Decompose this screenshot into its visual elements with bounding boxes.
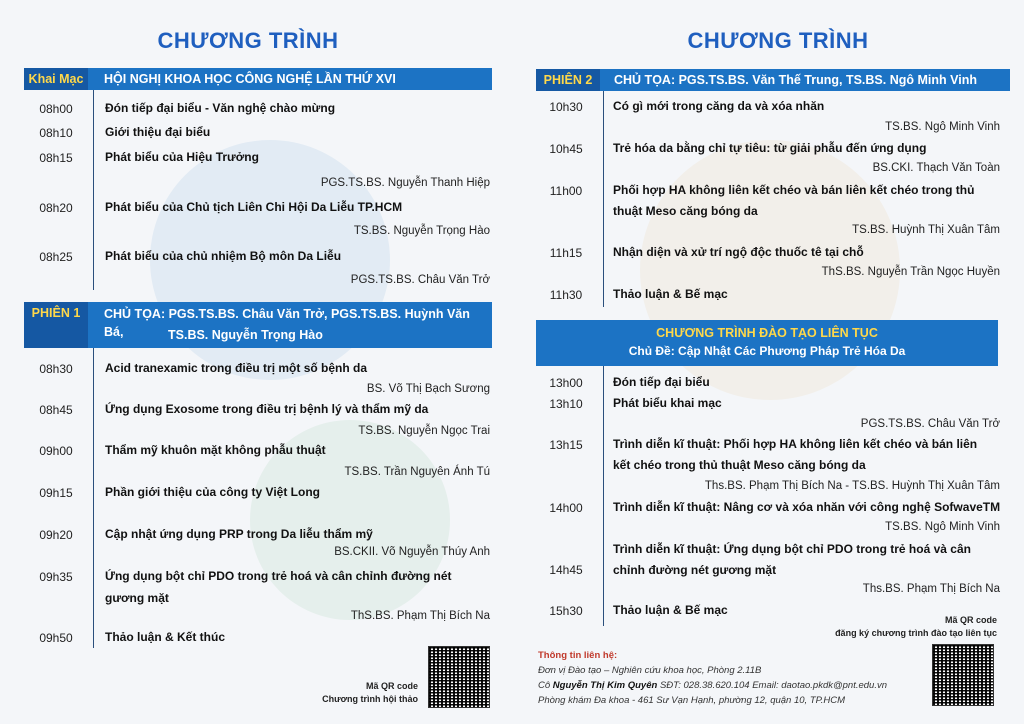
item-time: 15h30 [549, 604, 583, 618]
session2-header [536, 69, 1010, 91]
item-time: 14h00 [549, 501, 583, 515]
item-time: 09h00 [39, 444, 73, 458]
item-title: Phát biểu của chủ nhiệm Bộ môn Da Liễu [105, 249, 342, 263]
item-title: Phát biểu của Chủ tịch Liên Chi Hội Da Liễu TP.HCM [105, 200, 403, 214]
qr-caption [300, 680, 418, 706]
qr-code-icon[interactable] [428, 646, 490, 708]
item-time: 11h15 [549, 246, 583, 260]
session1-header [24, 302, 492, 348]
item-title: Trình diễn kĩ thuật: Ứng dụng bột chỉ PDO trong trẻ hoá và cân [613, 542, 971, 556]
item-speaker: PGS.TS.BS. Châu Văn Trở [860, 418, 1000, 430]
item-speaker: PGS.TS.BS. Châu Văn Trở [350, 274, 490, 286]
item-title-cont: thuật Meso căng bóng da [613, 204, 758, 218]
contact-line1: Đơn vị Đào tạo – Nghiên cứu khoa học, Phòng 2.11B [538, 665, 762, 676]
item-title: Phối hợp HA không liên kết chéo và bán liên kết chéo trong thủ [613, 183, 975, 197]
contact-label: Thông tin liên hệ: [538, 650, 618, 661]
item-title-cont: chỉnh đường nét gương mặt [613, 563, 777, 577]
item-title: Phần giới thiệu của công ty Việt Long [105, 485, 320, 499]
item-time: 14h45 [549, 563, 583, 577]
item-time: 13h10 [549, 397, 583, 411]
item-speaker: TS.BS. Huỳnh Thị Xuân Tâm [852, 224, 1000, 236]
item-title: Thảo luận & Bế mạc [613, 287, 728, 301]
item-time: 09h15 [39, 486, 73, 500]
item-speaker: TS.BS. Ngô Minh Vinh [885, 521, 1000, 533]
opening-heading: HỘI NGHỊ KHOA HỌC CÔNG NGHỆ LẦN THỨ XVI [104, 72, 396, 86]
qr-caption-line2: Chương trình hội thảo [322, 694, 418, 704]
item-time: 11h30 [549, 288, 583, 302]
item-title: Thảo luận & Bế mạc [613, 603, 728, 617]
item-time: 08h25 [39, 250, 73, 264]
session1-heading-line2: TS.BS. Nguyễn Trọng Hào [168, 328, 323, 342]
page-title: CHƯƠNG TRÌNH [157, 28, 339, 53]
item-time: 08h15 [39, 151, 73, 165]
qr-caption-line2: đăng ký chương trình đào tạo liên tục [835, 628, 997, 638]
item-time: 08h20 [39, 201, 73, 215]
item-time: 09h50 [39, 631, 73, 645]
contact-prefix: Cô [538, 680, 551, 691]
item-time: 13h00 [549, 376, 583, 390]
cme-subheading: Chủ Đề: Cập Nhật Các Phương Pháp Trẻ Hóa Da [628, 344, 906, 358]
item-time: 10h45 [549, 142, 583, 156]
item-time: 11h00 [549, 184, 583, 198]
item-speaker: BS.CKII. Võ Nguyễn Thúy Anh [334, 546, 490, 558]
cme-header [536, 320, 998, 366]
item-title: Trình diễn kĩ thuật: Nâng cơ và xóa nhăn với công nghệ SofwaveTM [613, 500, 1001, 514]
item-title-cont: kết chéo trong thủ thuật Meso căng bóng da [613, 458, 866, 472]
item-title: Ứng dụng Exosome trong điều trị bệnh lý và thẩm mỹ da [105, 402, 429, 416]
qr-caption-line1: Mã QR code [365, 681, 418, 691]
item-speaker: Ths.BS. Phạm Thị Bích Na - TS.BS. Huỳnh Thị Xuân Tâm [704, 480, 1000, 492]
item-title: Thảo luận & Kết thúc [105, 630, 225, 644]
item-time: 09h20 [39, 528, 73, 542]
item-speaker: ThS.BS. Nguyễn Trần Ngọc Huyền [821, 266, 1000, 278]
divider [93, 90, 94, 290]
item-speaker: BS. Võ Thị Bạch Sương [366, 383, 490, 395]
contact-line3: Phòng khám Đa khoa - 461 Sư Vạn Hạnh, phường 12, quận 10, TP.HCM [538, 695, 846, 706]
session2-heading: CHỦ TỌA: PGS.TS.BS. Văn Thế Trung, TS.BS. Ngô Minh Vinh [614, 73, 977, 87]
item-speaker: TS.BS. Trần Nguyên Ánh Tú [344, 466, 490, 478]
item-speaker: ThS.BS. Phạm Thị Bích Na [350, 610, 490, 622]
item-speaker: TS.BS. Nguyễn Ngọc Trai [358, 425, 490, 437]
item-title: Trình diễn kĩ thuật: Phối hợp HA không liên kết chéo và bán liên [613, 437, 978, 451]
item-speaker: TS.BS. Ngô Minh Vinh [885, 121, 1000, 133]
item-title: Acid tranexamic trong điều trị một số bệnh da [105, 361, 368, 375]
session1-tag: PHIÊN 1 [24, 302, 88, 348]
item-title: Nhận diện và xử trí ngộ độc thuốc tê tại chỗ [613, 245, 864, 259]
item-title: Phát biểu của Hiệu Trưởng [105, 150, 259, 164]
item-time: 08h00 [39, 102, 73, 116]
opening-tag: Khai Mạc [24, 68, 88, 90]
contact-name: Nguyễn Thị Kim Quyên [552, 680, 658, 691]
item-title: Cập nhật ứng dụng PRP trong Da liễu thẩm mỹ [105, 527, 373, 541]
item-time: 08h30 [39, 362, 73, 376]
item-title: Ứng dụng bột chỉ PDO trong trẻ hoá và cân chỉnh đường nét [105, 569, 452, 583]
item-speaker: TS.BS. Nguyễn Trọng Hào [353, 225, 490, 237]
opening-header [24, 68, 492, 90]
qr-caption-line1: Mã QR code [944, 615, 997, 625]
item-time: 10h30 [549, 100, 583, 114]
cme-heading: CHƯƠNG TRÌNH ĐÀO TẠO LIÊN TỤC [656, 326, 878, 340]
item-title-cont: gương mặt [105, 591, 169, 605]
item-title: Trẻ hóa da bằng chỉ tự tiêu: từ giải phẫu đến ứng dụng [613, 141, 927, 155]
item-title: Phát biểu khai mạc [613, 396, 722, 410]
item-title: Đón tiếp đại biểu - Văn nghệ chào mừng [105, 101, 336, 115]
item-time: 13h15 [549, 438, 583, 452]
session1-heading-line1: CHỦ TỌA: PGS.TS.BS. Châu Văn Trở, PGS.TS.BS. Huỳnh Văn Bá, [104, 307, 470, 339]
session2-tag: PHIÊN 2 [536, 69, 600, 91]
item-speaker: BS.CKI. Thạch Văn Toàn [872, 162, 1000, 174]
item-title: Thẩm mỹ khuôn mặt không phẫu thuật [105, 443, 326, 457]
item-title: Giới thiệu đại biểu [105, 125, 211, 139]
item-time: 09h35 [39, 570, 73, 584]
contact-details: SĐT: 028.38.620.104 Email: daotao.pkdk@pnt.edu.vn [659, 680, 888, 691]
item-title: Có gì mới trong căng da và xóa nhăn [613, 99, 825, 113]
item-time: 08h10 [39, 126, 73, 140]
item-time: 08h45 [39, 403, 73, 417]
item-speaker: Ths.BS. Phạm Thị Bích Na [862, 583, 1000, 595]
item-title: Đón tiếp đại biểu [613, 375, 710, 389]
item-speaker: PGS.TS.BS. Nguyễn Thanh Hiệp [320, 177, 490, 189]
page-title: CHƯƠNG TRÌNH [687, 28, 869, 53]
